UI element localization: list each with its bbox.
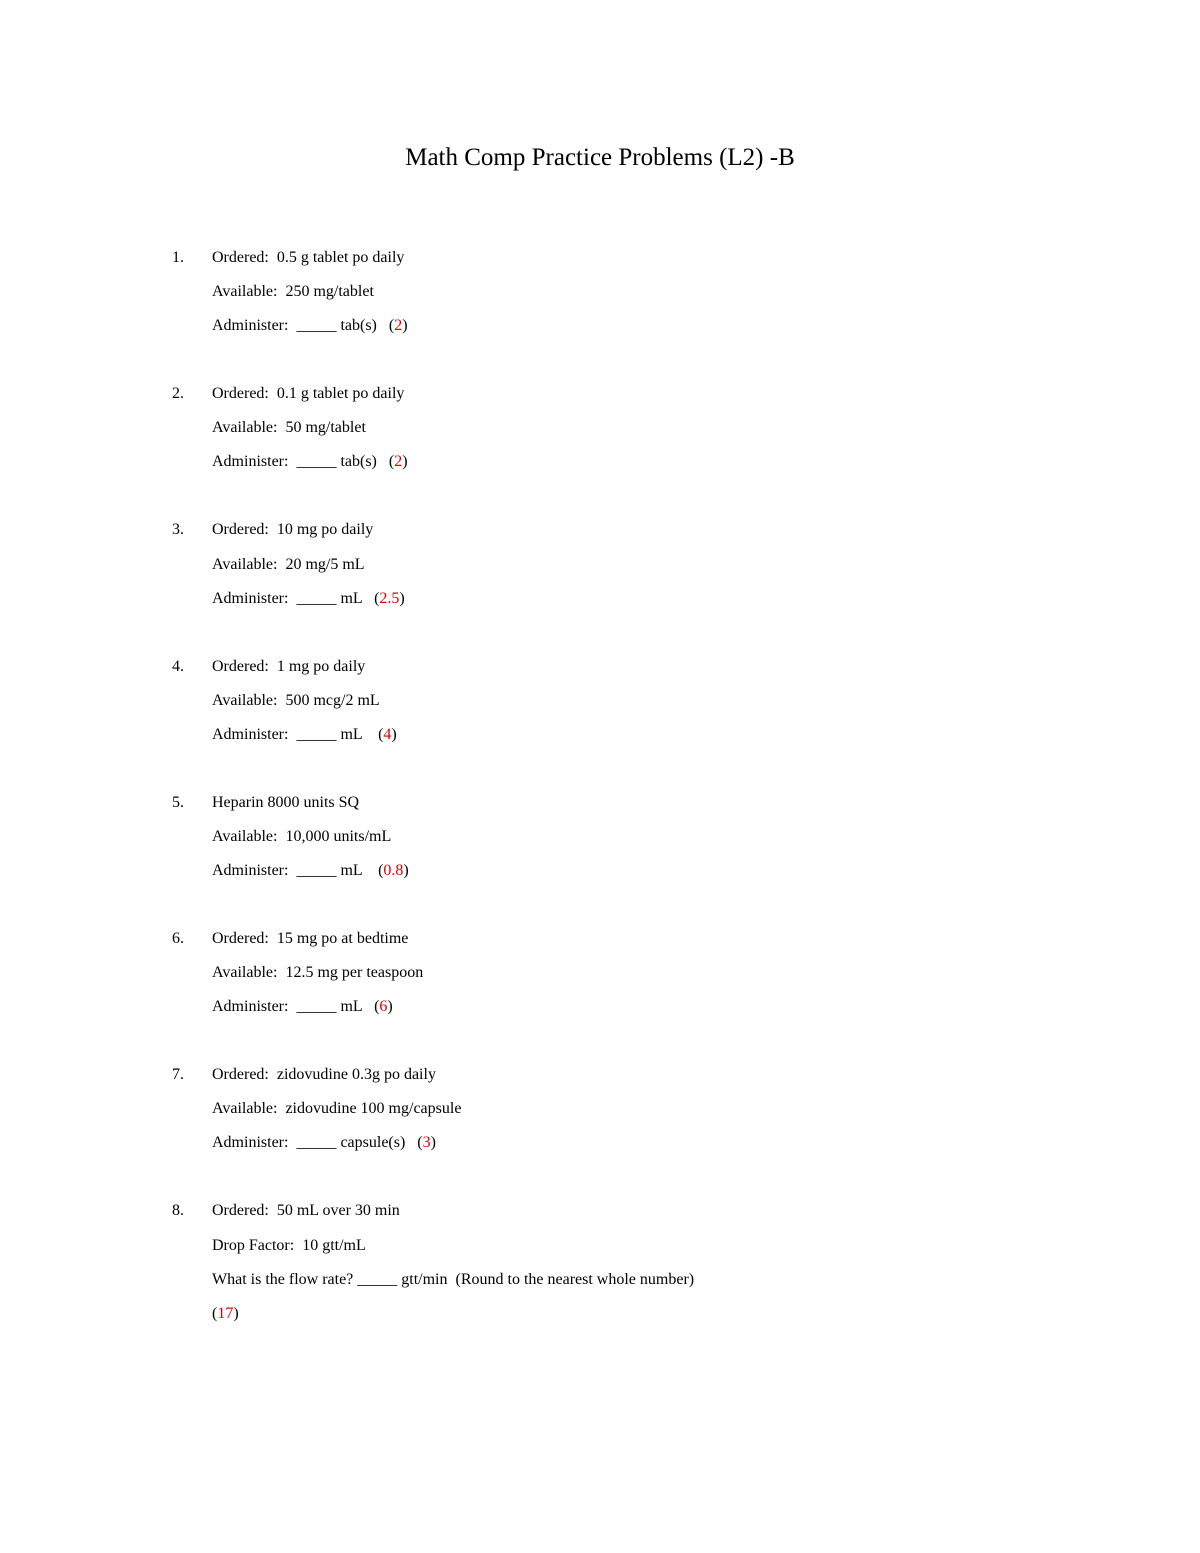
available-line: Available: zidovudine 100 mg/capsule (212, 1100, 462, 1117)
problem-number: 4. (172, 658, 184, 675)
open-paren: ( (212, 1305, 218, 1322)
administer-line (212, 309, 408, 343)
ordered-line: Ordered: 0.1 g tablet po daily (212, 385, 405, 402)
close-paren: ) (402, 317, 408, 334)
answer-value: 6 (379, 998, 388, 1015)
administer-text: Administer: _____ mL ( (212, 726, 384, 743)
available-line: Available: 20 mg/5 mL (212, 556, 365, 573)
administer-text: Administer: _____ mL ( (212, 590, 380, 607)
ordered-line: Ordered: 0.5 g tablet po daily (212, 249, 405, 266)
answer-value: 4 (383, 726, 392, 743)
answer-value: 0.8 (383, 862, 404, 879)
answer-value: 3 (422, 1134, 431, 1151)
close-paren: ) (402, 453, 408, 470)
available-line: Available: 250 mg/tablet (212, 283, 374, 300)
administer-text: Administer: _____ tab(s) ( (212, 317, 395, 334)
problem-number: 3. (172, 521, 184, 538)
problem-number: 1. (172, 249, 184, 266)
ordered-line: Ordered: zidovudine 0.3g po daily (212, 1066, 436, 1083)
problem-number: 8. (172, 1202, 184, 1219)
answer-value: 17 (217, 1305, 234, 1322)
administer-line (212, 718, 397, 752)
answer-value: 2.5 (379, 590, 400, 607)
administer-line (212, 445, 408, 479)
close-paren: ) (233, 1305, 239, 1322)
close-paren: ) (403, 862, 409, 879)
ordered-line: Ordered: 50 mL over 30 min (212, 1202, 400, 1219)
available-line: Available: 10,000 units/mL (212, 828, 392, 845)
available-line: Available: 500 mcg/2 mL (212, 692, 380, 709)
ordered-line: Ordered: 10 mg po daily (212, 521, 374, 538)
available-line: Available: 50 mg/tablet (212, 419, 366, 436)
page-title: Math Comp Practice Problems (L2) -B (405, 144, 795, 171)
ordered-line: Ordered: 1 mg po daily (212, 658, 366, 675)
administer-line (212, 854, 409, 888)
administer-line (212, 582, 405, 616)
close-paren: ) (387, 998, 393, 1015)
problem-number: 5. (172, 794, 184, 811)
close-paren: ) (391, 726, 397, 743)
administer-text: Administer: _____ capsule(s) ( (212, 1134, 423, 1151)
ordered-line: Heparin 8000 units SQ (212, 794, 360, 811)
administer-line (212, 1126, 436, 1160)
administer-text: Administer: _____ mL ( (212, 998, 380, 1015)
administer-text: Administer: _____ tab(s) ( (212, 453, 395, 470)
close-paren: ) (399, 590, 405, 607)
drop-factor-line: Drop Factor: 10 gtt/mL (212, 1237, 366, 1254)
problem-number: 7. (172, 1066, 184, 1083)
answer-value: 2 (394, 453, 403, 470)
problem-number: 6. (172, 930, 184, 947)
close-paren: ) (430, 1134, 436, 1151)
ordered-line: Ordered: 15 mg po at bedtime (212, 930, 409, 947)
problem-number: 2. (172, 385, 184, 402)
administer-text: Administer: _____ mL ( (212, 862, 384, 879)
answer-line (212, 1297, 239, 1331)
answer-value: 2 (394, 317, 403, 334)
administer-line (212, 990, 393, 1024)
available-line: Available: 12.5 mg per teaspoon (212, 964, 424, 981)
flow-rate-line: What is the flow rate? _____ gtt/min (Round to the nearest whole number) (212, 1271, 695, 1288)
